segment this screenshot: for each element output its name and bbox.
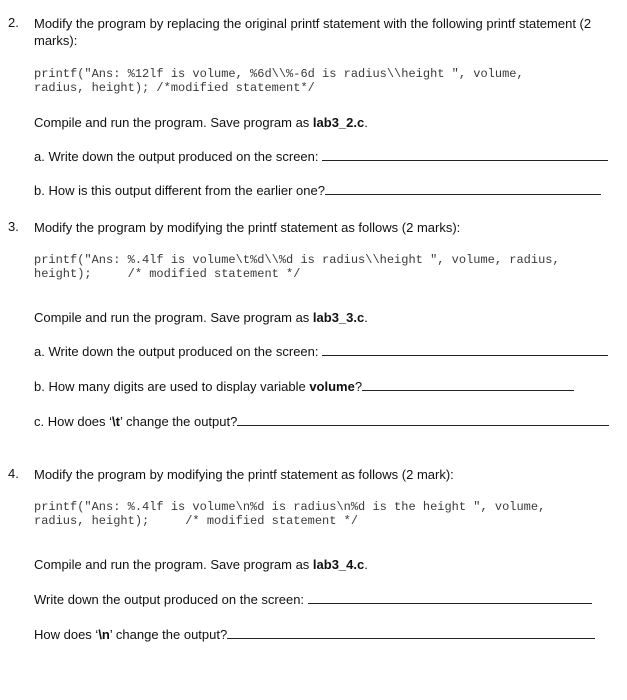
answer-blank-3b[interactable] [362,378,574,391]
answer-blank-3c[interactable] [237,413,609,426]
question-4a-text: Write down the output produced on the screen: [34,592,305,607]
question-2b [34,182,601,199]
compile-text: Compile and run the program. Save program as [34,310,313,325]
question-3a [34,343,608,360]
question-3b [34,378,574,395]
question-4-code-line-2: radius, height); /* modified statement */ [34,514,359,528]
question-4b [34,626,595,643]
file-name: lab3_3.c [312,310,365,325]
variable-name: volume [309,379,355,394]
question-3-code-line-1: printf("Ans: %.4lf is volume\t%d\\%d is radius\\height ", volume, radius, [34,253,560,267]
question-3-prompt: Modify the program by modifying the printf statement as follows (2 marks): [34,220,461,235]
question-2-number: 2. [8,15,19,30]
question-3a-text: a. Write down the output produced on the screen: [34,344,319,359]
file-name: lab3_4.c [312,557,365,572]
question-4b-text: How does ‘ [34,627,99,642]
compile-text-end: . [364,115,368,130]
compile-text: Compile and run the program. Save program as [34,557,313,572]
compile-text-end: . [364,310,368,325]
question-3c-text: c. How does ‘ [34,414,113,429]
compile-text-end: . [364,557,368,572]
question-2a-text: a. Write down the output produced on the screen: [34,149,319,164]
file-name: lab3_2.c [312,115,365,130]
escape-sequence: \t [112,414,120,429]
question-2-code-line-1: printf("Ans: %12lf is volume, %6d\\%-6d is radius\\height ", volume, [34,67,524,81]
question-3c [34,413,609,430]
question-3b-text: b. How many digits are used to display variable [34,379,310,394]
question-2-prompt: Modify the program by replacing the original printf statement with the following printf statement (2 marks): [34,16,592,48]
question-2a [34,148,608,165]
answer-blank-4b[interactable] [227,626,595,639]
question-3-number: 3. [8,219,19,234]
question-4-number: 4. [8,466,19,481]
question-4a [34,591,592,608]
escape-sequence: \n [98,627,110,642]
answer-blank-4a[interactable] [308,591,592,604]
answer-blank-3a[interactable] [322,343,608,356]
question-4b-end: ’ change the output? [109,627,228,642]
question-2-compile-instruction [34,114,368,131]
question-3-code-line-2: height); /* modified statement */ [34,267,301,281]
question-4-compile-instruction [34,556,368,573]
question-4-prompt: Modify the program by modifying the printf statement as follows (2 mark): [34,467,454,482]
question-3c-end: ’ change the output? [120,414,238,429]
answer-blank-2a[interactable] [322,148,608,161]
question-3-compile-instruction [34,309,368,326]
question-2b-text: b. How is this output different from the earlier one? [34,183,325,198]
compile-text: Compile and run the program. Save program as [34,115,313,130]
question-4-code-line-1: printf("Ans: %.4lf is volume\n%d is radius\n%d is the height ", volume, [34,500,546,514]
question-2-code-line-2: radius, height); /*modified statement*/ [34,81,315,95]
question-3b-end: ? [354,379,363,394]
answer-blank-2b[interactable] [325,182,601,195]
